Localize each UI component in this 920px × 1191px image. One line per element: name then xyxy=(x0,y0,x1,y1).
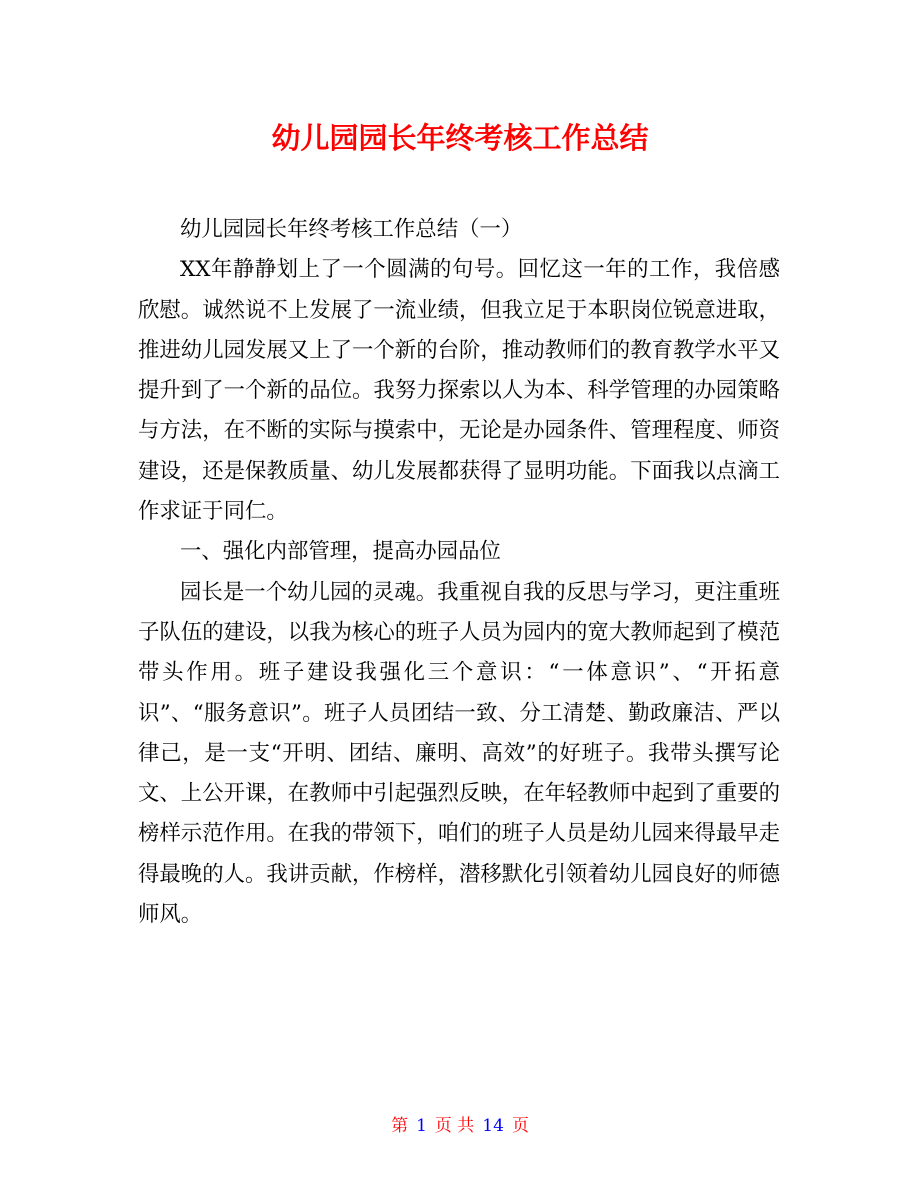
footer-current-page: 1 xyxy=(416,1116,427,1136)
footer-suffix: 页 xyxy=(511,1116,529,1136)
section-heading: 幼儿园园长年终考核工作总结（一） xyxy=(180,217,523,242)
document-body xyxy=(138,210,780,935)
paragraph: XX年静静划上了一个圆满的句号。回忆这一年的工作，我倍感欣慰。诚然说不上发展了一流业绩，但我立足于本职岗位锐意进取，推进幼儿园发展又上了一个新的台阶，推动教师们的教育教学水平又提升到了一个新的品位。我努力探索以人为本、科学管理的办园策略与方法，在不断的实际与摸索中，无论是办园条件、管理程度、师资建设，还是保教质量、幼儿发展都获得了显明功能。下面我以点滴工作求证于同仁。 xyxy=(138,257,780,525)
footer-middle: 页 共 xyxy=(434,1116,475,1136)
document-title: 幼儿园园长年终考核工作总结 xyxy=(271,121,649,155)
footer-total-pages: 14 xyxy=(482,1116,504,1136)
section-heading: 一、强化内部管理，提高办园品位 xyxy=(180,539,501,565)
footer-prefix: 第 xyxy=(391,1116,409,1136)
paragraph: 园长是一个幼儿园的灵魂。我重视自我的反思与学习，更注重班子队伍的建设，以我为核心的班子人员为园内的宽大教师起到了模范带头作用。班子建设我强化三个意识：“一体意识”、“开拓意识”、“服务意识”。班子人员团结一致、分工清楚、勤政廉洁、严以律己，是一支“开明、团结、廉明、高效”的好班子。我带头撰写论文、上公开课，在教师中引起强烈反映，在年轻教师中起到了重要的榜样示范作用。在我的带领下，咱们的班子人员是幼儿园来得最早走得最晚的人。我讲贡献，作榜样，潜移默化引领着幼儿园良好的师德师风。 xyxy=(138,579,780,928)
page-footer xyxy=(0,1112,920,1140)
